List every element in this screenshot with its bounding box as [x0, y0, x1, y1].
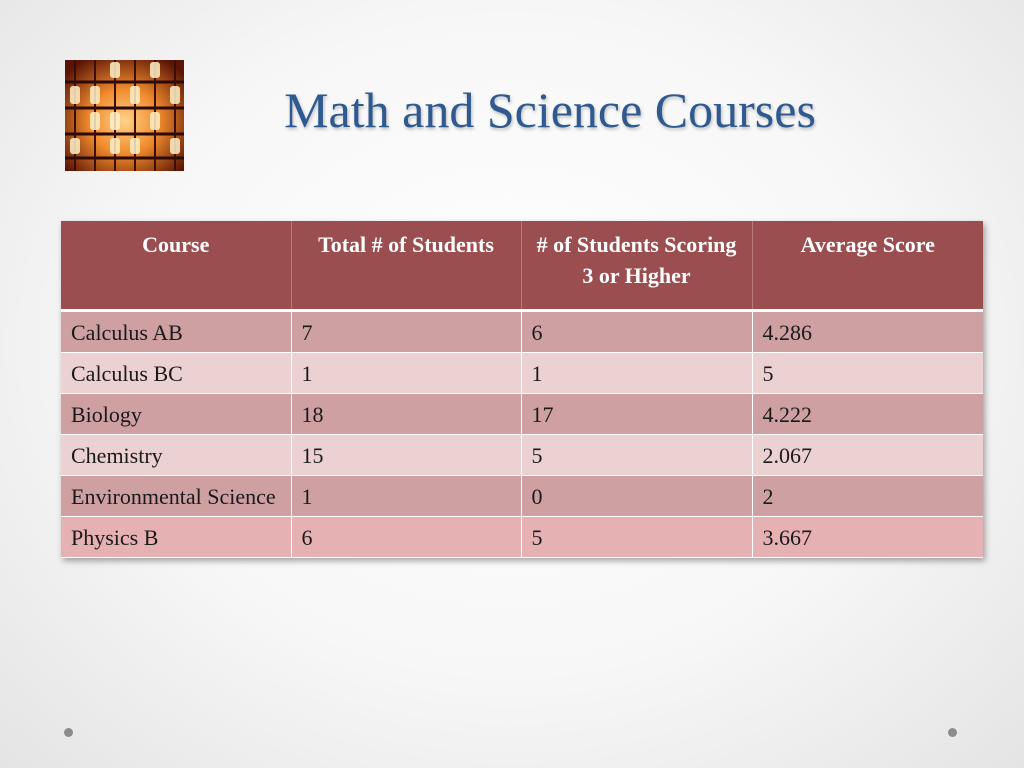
- table-row: [61, 516, 983, 557]
- table-row: [61, 393, 983, 434]
- cell-course: Calculus AB: [61, 310, 291, 352]
- cell-average: 3.667: [752, 516, 983, 557]
- corner-dot-left: [64, 728, 73, 737]
- table-header-row: [61, 221, 983, 310]
- cell-total: 7: [291, 310, 521, 352]
- table-row: [61, 352, 983, 393]
- cell-course: Environmental Science: [61, 475, 291, 516]
- cell-scoring: 5: [521, 516, 752, 557]
- cell-average: 4.286: [752, 310, 983, 352]
- cell-scoring: 6: [521, 310, 752, 352]
- cell-average: 5: [752, 352, 983, 393]
- header-average-score: Average Score: [752, 221, 983, 310]
- corner-dot-right: [948, 728, 957, 737]
- header-students-scoring-3-plus: # of Students Scoring 3 or Higher: [521, 221, 752, 310]
- cell-total: 1: [291, 475, 521, 516]
- cell-scoring: 1: [521, 352, 752, 393]
- cell-scoring: 17: [521, 393, 752, 434]
- cell-total: 1: [291, 352, 521, 393]
- cell-scoring: 5: [521, 434, 752, 475]
- table-row: [61, 434, 983, 475]
- cell-course: Calculus BC: [61, 352, 291, 393]
- cell-total: 6: [291, 516, 521, 557]
- cell-course: Chemistry: [61, 434, 291, 475]
- cell-total: 15: [291, 434, 521, 475]
- abacus-logo-icon: [65, 60, 184, 171]
- table-row: [61, 310, 983, 352]
- cell-average: 2.067: [752, 434, 983, 475]
- table-row: [61, 475, 983, 516]
- cell-average: 2: [752, 475, 983, 516]
- cell-scoring: 0: [521, 475, 752, 516]
- header-course: Course: [61, 221, 291, 310]
- cell-course: Physics B: [61, 516, 291, 557]
- header-total-students: Total # of Students: [291, 221, 521, 310]
- page-title: Math and Science Courses: [284, 82, 816, 138]
- cell-total: 18: [291, 393, 521, 434]
- cell-course: Biology: [61, 393, 291, 434]
- cell-average: 4.222: [752, 393, 983, 434]
- courses-table: [61, 221, 983, 558]
